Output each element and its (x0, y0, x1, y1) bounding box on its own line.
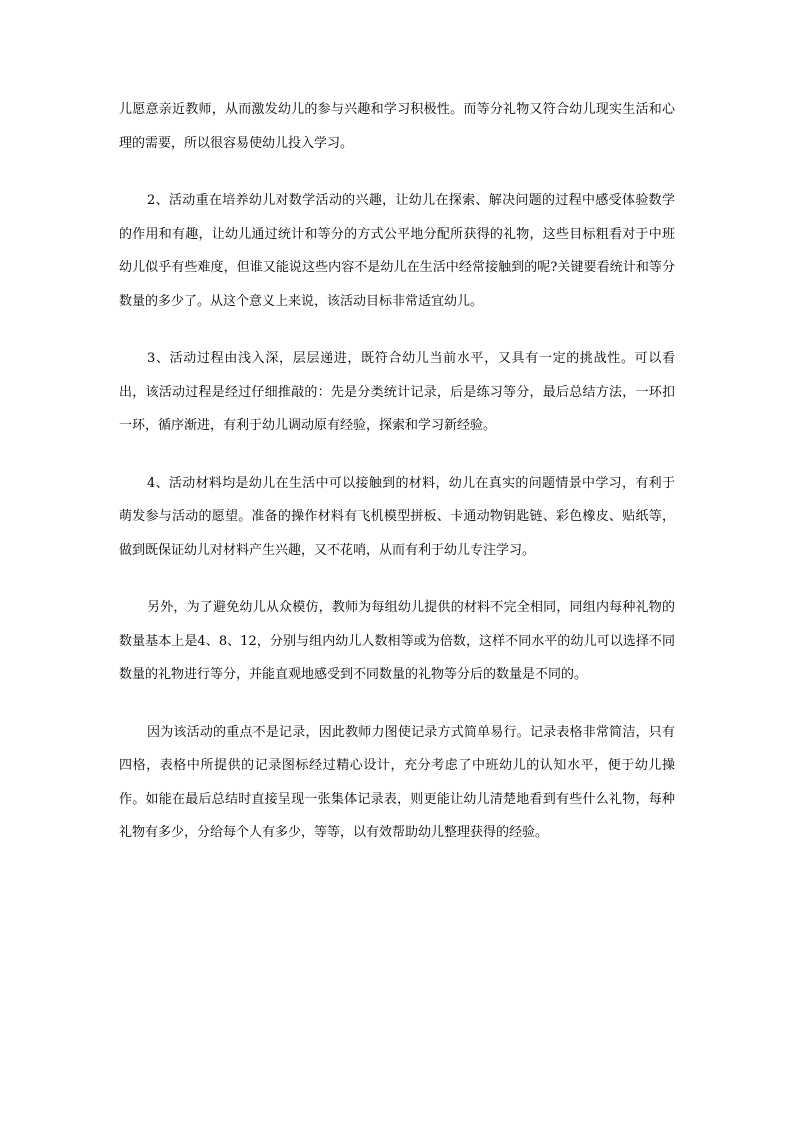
paragraph-point-3: 3、活动过程由浅入深，层层递进，既符合幼儿当前水平，又具有一定的挑战性。可以看出，该活动过程是经过仔细推敲的：先是分类统计记录，后是练习等分，最后总结方法，一环扣一环，循序渐进，有利于幼儿调动原有经验，探索和学习新经验。 (119, 351, 675, 433)
paragraph-recording: 因为该活动的重点不是记录，因此教师力图使记录方式简单易行。记录表格非常简洁，只有四格，表格中所提供的记录图标经过精心设计，充分考虑了中班幼儿的认知水平，便于幼儿操作。如能在最后总结时直接呈现一张集体记录表，则更能让幼儿清楚地看到有些什么礼物，每种礼物有多少，分给每个人有多少，等等，以有效帮助幼儿整理获得的经验。 (119, 724, 675, 840)
paragraph-additional: 另外，为了避免幼儿从众模仿，教师为每组幼儿提供的材料不完全相同，同组内每种礼物的数量基本上是4、8、12，分别与组内幼儿人数相等或为倍数，这样不同水平的幼儿可以选择不同数量的礼物进行等分，并能直观地感受到不同数量的礼物等分后的数量是不同的。 (119, 600, 675, 682)
paragraph-continuation: 儿愿意亲近教师，从而激发幼儿的参与兴趣和学习积极性。而等分礼物又符合幼儿现实生活和心理的需要，所以很容易使幼儿投入学习。 (119, 102, 675, 151)
paragraph-point-4: 4、活动材料均是幼儿在生活中可以接触到的材料，幼儿在真实的问题情景中学习，有利于萌发参与活动的愿望。准备的操作材料有飞机模型拼板、卡通动物钥匙链、彩色橡皮、贴纸等，做到既保证幼儿对材料产生兴趣，又不花哨，从而有利于幼儿专注学习。 (119, 475, 675, 558)
paragraph-point-2: 2、活动重在培养幼儿对数学活动的兴趣，让幼儿在探索、解决问题的过程中感受体验数学的作用和有趣，让幼儿通过统计和等分的方式公平地分配所获得的礼物，这些目标粗看对于中班幼儿似乎有些难度，但谁又能说这些内容不是幼儿在生活中经常接触到的呢?关键要看统计和等分数量的多少了。从这个意义上来说，该活动目标非常适宜幼儿。 (119, 193, 675, 309)
document-body (119, 93, 675, 874)
